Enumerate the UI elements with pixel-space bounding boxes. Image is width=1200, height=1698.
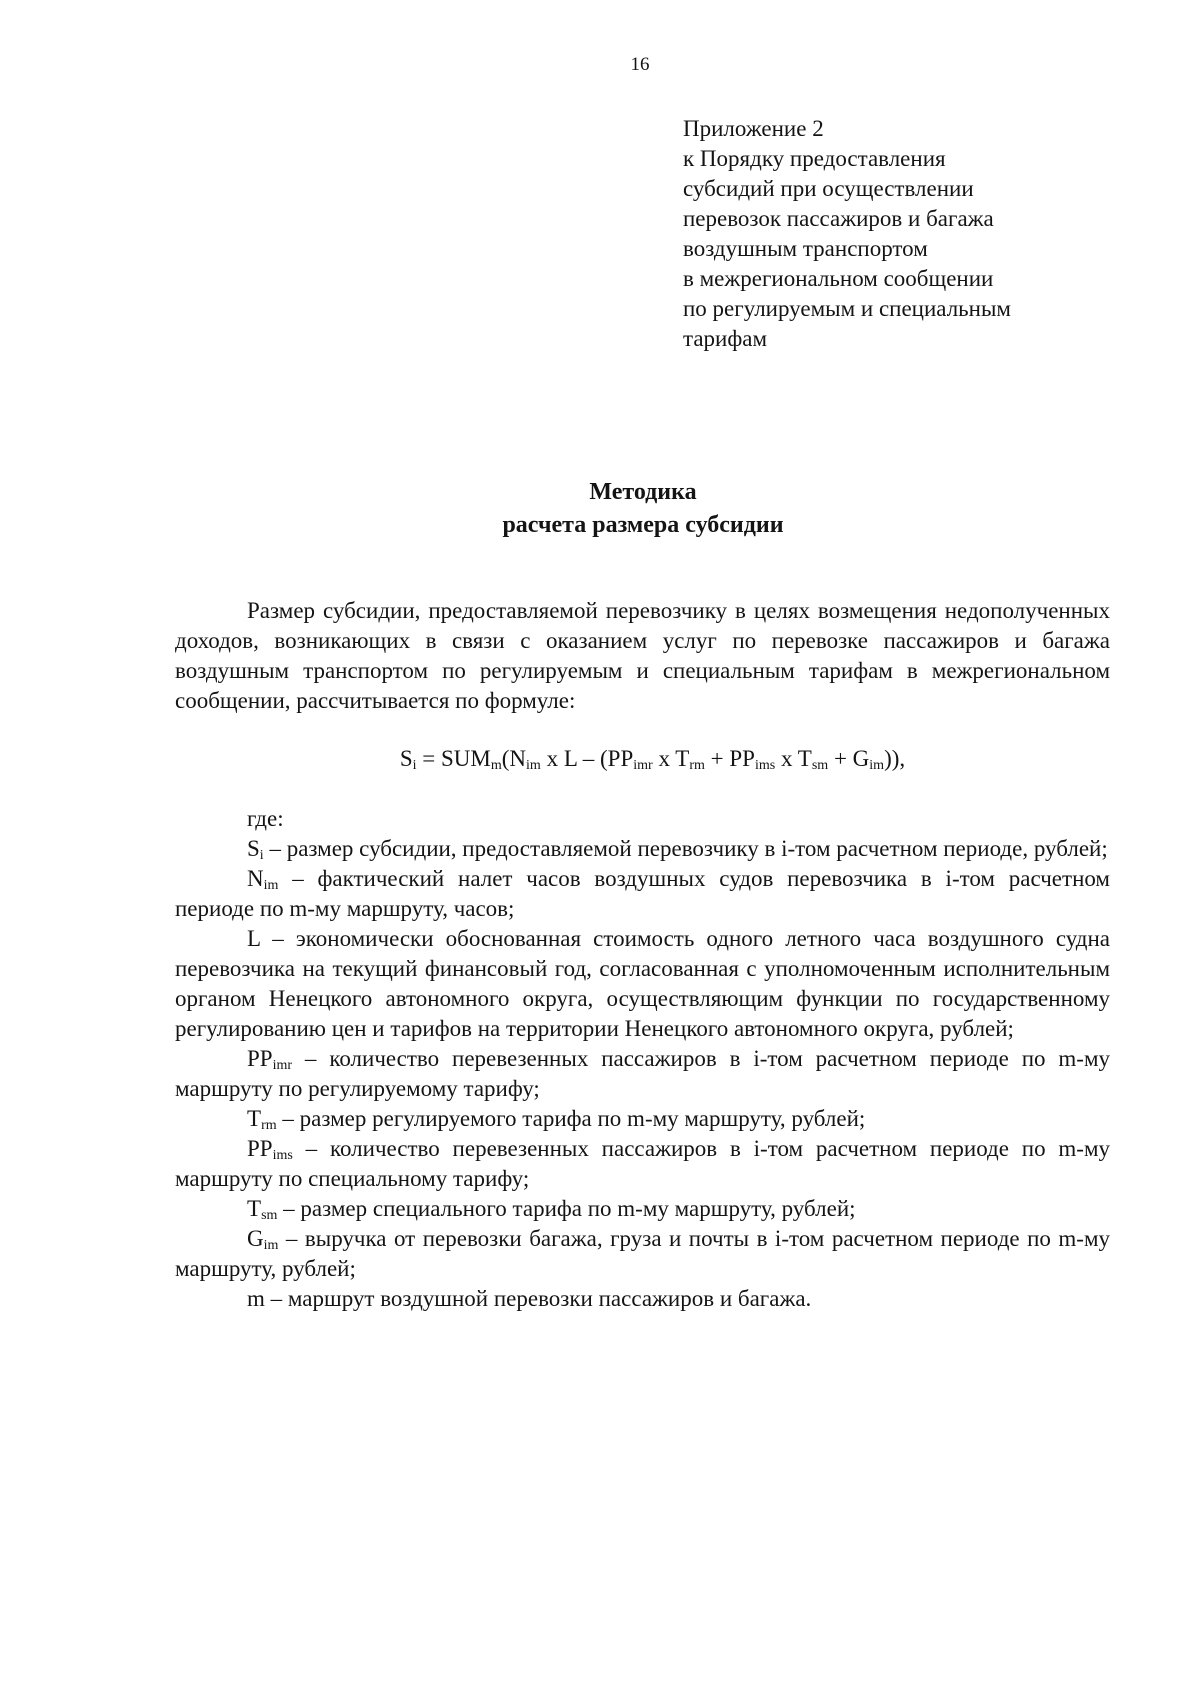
def-subscript: im	[263, 1238, 279, 1253]
formula-part: x T	[775, 746, 812, 771]
appendix-line: по регулируемым и специальным	[683, 296, 1011, 321]
def-symbol: PP	[247, 1046, 273, 1071]
appendix-line: субсидий при осуществлении	[683, 176, 974, 201]
formula-part: x T	[652, 746, 690, 771]
def-symbol: PP	[247, 1136, 273, 1161]
def-symbol: T	[247, 1196, 262, 1221]
definition-m	[175, 1284, 1110, 1314]
document-title	[0, 476, 1200, 542]
def-text: – фактический налет часов воздушных судов перевозчика в i-том расчетном периоде по m-му маршруту, часов;	[175, 866, 1110, 921]
formula-subscript: m	[490, 758, 502, 773]
def-text: – размер регулируемого тарифа по m-му маршруту, рублей;	[276, 1106, 866, 1131]
appendix-line: перевозок пассажиров и багажа	[683, 206, 994, 231]
def-subscript: ims	[272, 1148, 293, 1163]
def-text: – количество перевезенных пассажиров в i-том расчетном периоде по m-му маршруту по регулируемому тарифу;	[175, 1046, 1110, 1101]
formula-subscript: imr	[633, 758, 653, 773]
formula-subscript: i	[412, 758, 417, 773]
definition-tsm	[175, 1194, 1110, 1224]
definition-gim	[175, 1224, 1110, 1284]
def-text: – количество перевезенных пассажиров в i-том расчетном периоде по m-му маршруту по специальному тарифу;	[175, 1136, 1110, 1191]
def-symbol: G	[247, 1226, 264, 1251]
def-symbol: L	[247, 926, 261, 951]
definition-ppims	[175, 1134, 1110, 1194]
formula-part: = SUM	[416, 746, 491, 771]
formula-subscript: ims	[754, 758, 776, 773]
def-text: – выручка от перевозки багажа, груза и почты в i-том расчетном периоде по m-му маршруту, рублей;	[175, 1226, 1110, 1281]
definition-nim	[175, 864, 1110, 924]
def-text: – размер специального тарифа по m-му маршруту, рублей;	[277, 1196, 856, 1221]
appendix-line: в межрегиональном сообщении	[683, 266, 994, 291]
def-text: – маршрут воздушной перевозки пассажиров и багажа.	[264, 1286, 812, 1311]
title-line-2: расчета размера субсидии	[502, 512, 784, 538]
def-subscript: im	[263, 878, 279, 893]
formula-subscript: im	[526, 758, 541, 773]
def-symbol: T	[247, 1106, 262, 1131]
formula-subscript: rm	[689, 758, 705, 773]
def-subscript: i	[259, 848, 264, 863]
formula-part: S	[399, 746, 413, 771]
formula-part: x L – (PP	[540, 746, 634, 771]
appendix-line: воздушным транспортом	[683, 236, 928, 261]
title-line-1: Методика	[589, 479, 697, 505]
def-subscript: rm	[261, 1118, 277, 1133]
def-symbol: S	[247, 836, 260, 861]
def-subscript: sm	[261, 1208, 278, 1223]
def-symbol: N	[247, 866, 264, 891]
def-text: – размер субсидии, предоставляемой перевозчику в i-том расчетном периоде, рублей;	[263, 836, 1108, 861]
appendix-line: Приложение 2	[683, 116, 824, 141]
document-body	[175, 596, 1110, 1314]
formula-part: )),	[884, 746, 906, 771]
def-subscript: imr	[272, 1058, 293, 1073]
formula-part: + G	[828, 746, 870, 771]
definition-si	[175, 834, 1110, 864]
page-number: 16	[630, 54, 650, 75]
appendix-line: тарифам	[683, 326, 768, 351]
formula-subscript: sm	[811, 758, 829, 773]
formula-subscript: im	[869, 758, 885, 773]
intro-paragraph: Размер субсидии, предоставляемой перевозчику в целях возмещения недополученных доходов, возникающих в связи с оказанием услуг по перевозке пассажиров и багажа воздушным транспортом по регулируемым и специальным тарифам в межрегиональном сообщении, рассчитывается по формуле:	[175, 598, 1110, 713]
definition-l	[175, 924, 1110, 1044]
subsidy-formula	[175, 744, 1110, 774]
def-symbol: m	[247, 1286, 265, 1311]
appendix-line: к Порядку предоставления	[683, 146, 946, 171]
definition-ppimr	[175, 1044, 1110, 1104]
formula-part: + PP	[704, 746, 755, 771]
definition-trm	[175, 1104, 1110, 1134]
def-text: – экономически обоснованная стоимость одного летного часа воздушного судна перевозчика на текущий финансовый год, согласованная с уполномоченным исполнительным органом Ненецкого автономного округа, осуществляющим функции по государственному регулированию цен и тарифов на территории Ненецкого автономного округа, рублей;	[175, 926, 1110, 1041]
formula-part: (N	[501, 746, 527, 771]
appendix-header	[683, 114, 1103, 354]
where-label: где:	[247, 806, 284, 831]
